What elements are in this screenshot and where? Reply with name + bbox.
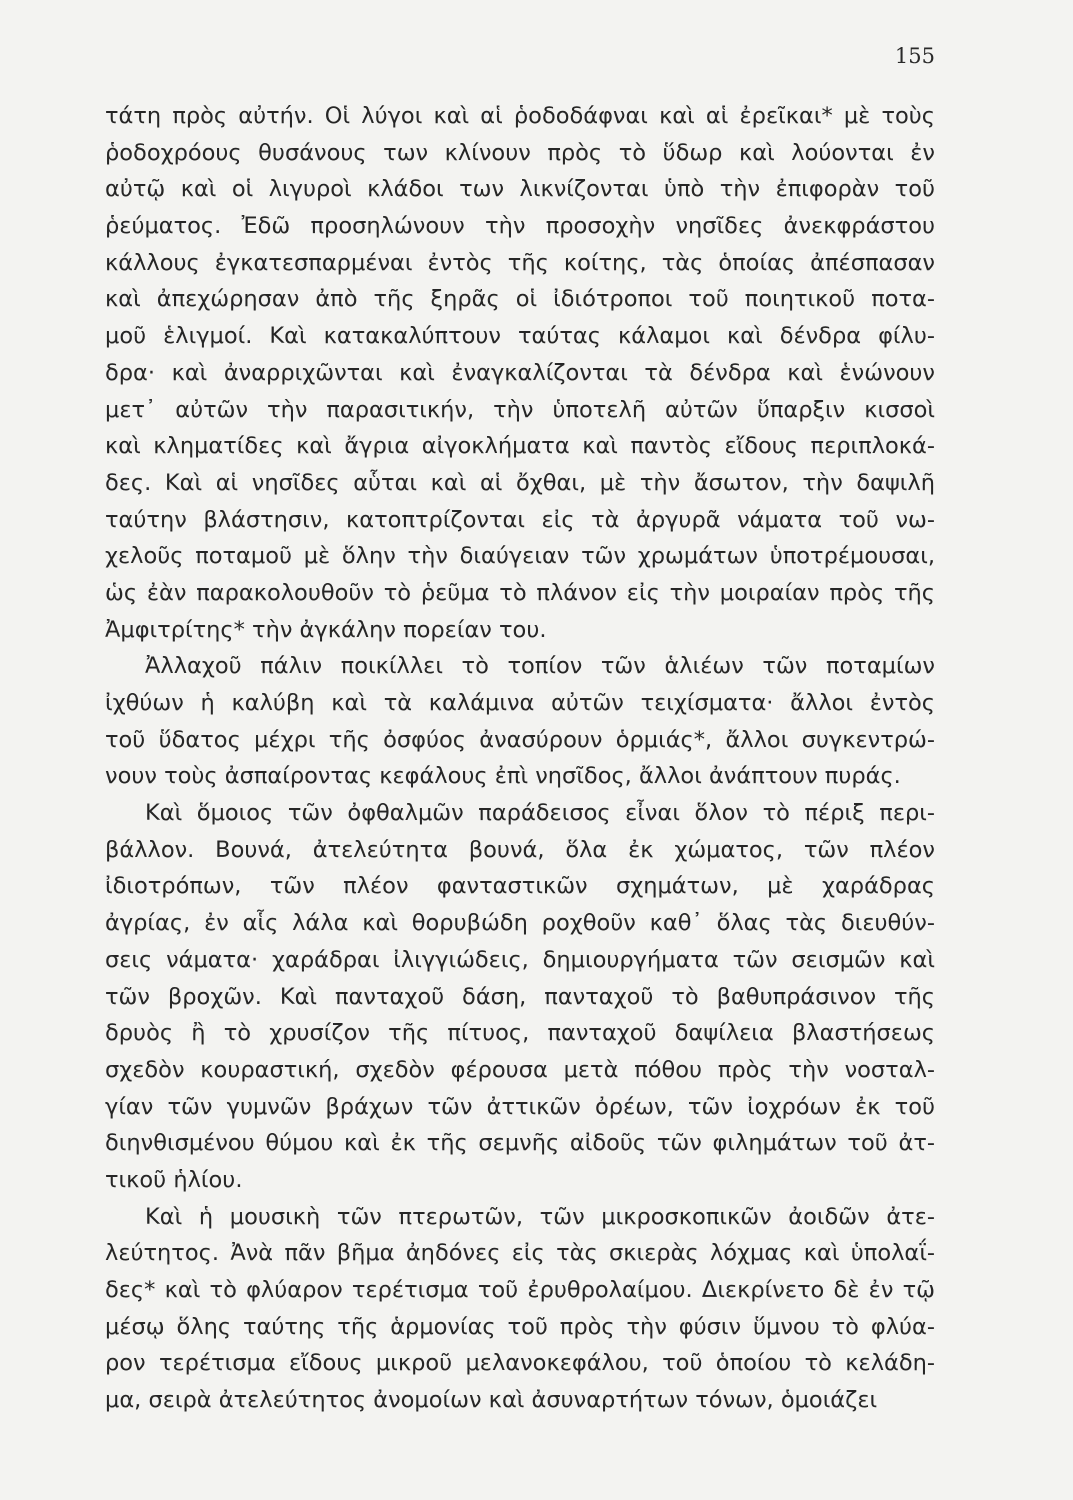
body-text <box>105 98 935 1419</box>
text-line: σχεδὸν κουραστική, σχεδὸν φέρουσα μετὰ πόθου πρὸς τὴν νοσταλ- <box>105 1056 935 1083</box>
text-line: δες* καὶ τὸ φλύαρον τερέτισμα τοῦ ἐρυθρολαίμου. Διεκρίνετο δὲ ἐν τῷ <box>105 1277 935 1303</box>
paragraph <box>105 1199 935 1419</box>
text-line: τάτη πρὸς αὐτήν. Οἱ λύγοι καὶ αἱ ῥοδοδάφναι καὶ αἱ ἐρεῖκαι* μὲ τοὺς <box>105 103 935 129</box>
text-line: βάλλον. Βουνά, ἀτελεύτητα βουνά, ὅλα ἐκ χώματος, τῶν πλέον <box>105 836 935 863</box>
text-line: Ἀμφιτρίτης* τὴν ἀγκάλην πορείαν του. <box>105 616 547 643</box>
text-line: τοῦ ὕδατος μέχρι τῆς ὀσφύος ἀνασύρουν ὁρμιάς*, ἄλλοι συγκεντρώ- <box>105 726 935 753</box>
text-line: μέσῳ ὅλης ταύτης τῆς ἁρμονίας τοῦ πρὸς τὴν φύσιν ὕμνου τὸ φλύα- <box>105 1313 935 1340</box>
text-line: ἀγρίας, ἐν αἷς λάλα καὶ θορυβώδη ροχθοῦν καθ᾽ ὅλας τὰς διευθύν- <box>105 910 935 937</box>
text-line: σεις νάματα· χαράδραι ἰλιγγιώδεις, δημιουργήματα τῶν σεισμῶν καὶ <box>105 946 935 973</box>
paragraph <box>105 98 935 648</box>
paragraph <box>105 648 935 795</box>
text-line: χελοῦς ποταμοῦ μὲ ὅλην τὴν διαύγειαν τῶν χρωμάτων ὑποτρέμουσαι, <box>105 543 935 570</box>
text-line: τικοῦ ἡλίου. <box>105 1166 243 1193</box>
text-line: δρα· καὶ ἀναρριχῶνται καὶ ἐναγκαλίζονται τὰ δένδρα καὶ ἑνώνουν <box>105 359 935 386</box>
text-line: ἰχθύων ἡ καλύβη καὶ τὰ καλάμινα αὐτῶν τειχίσματα· ἄλλοι ἐντὸς <box>105 690 935 716</box>
text-line: Καὶ ὅμοιος τῶν ὀφθαλμῶν παράδεισος εἶναι ὅλον τὸ πέριξ περι- <box>145 800 935 827</box>
text-line: αὐτῷ καὶ οἱ λιγυροὶ κλάδοι των λικνίζονται ὑπὸ τὴν ἐπιφορὰν τοῦ <box>105 176 935 203</box>
text-line: δρυὸς ἢ τὸ χρυσίζον τῆς πίτυος, πανταχοῦ δαψίλεια βλαστήσεως <box>105 1020 935 1047</box>
text-line: γίαν τῶν γυμνῶν βράχων τῶν ἀττικῶν ὀρέων, τῶν ἰοχρόων ἐκ τοῦ <box>105 1093 935 1120</box>
text-line: καὶ κληματίδες καὶ ἄγρια αἰγοκλήματα καὶ παντὸς εἴδους περιπλοκά- <box>105 433 935 460</box>
text-line: καὶ ἀπεχώρησαν ἀπὸ τῆς ξηρᾶς οἱ ἰδιότροποι τοῦ ποιητικοῦ ποτα- <box>105 286 935 313</box>
text-line: ἰδιοτρόπων, τῶν πλέον φανταστικῶν σχημάτων, μὲ χαράδρας <box>105 873 935 900</box>
text-line: κάλλους ἐγκατεσπαρμέναι ἐντὸς τῆς κοίτης, τὰς ὁποίας ἀπέσπασαν <box>105 249 935 276</box>
text-line: μοῦ ἑλιγμοί. Καὶ κατακαλύπτουν ταύτας κάλαμοι καὶ δένδρα φίλυ- <box>105 323 935 350</box>
text-line: ὡς ἐὰν παρακολουθοῦν τὸ ῥεῦμα τὸ πλάνον εἰς τὴν μοιραίαν πρὸς τῆς <box>105 579 935 606</box>
text-line: νουν τοὺς ἀσπαίροντας κεφάλους ἐπὶ νησῖδος, ἄλλοι ἀνάπτουν πυράς. <box>105 763 901 790</box>
text-line: ῥοδοχρόους θυσάνους των κλίνουν πρὸς τὸ ὕδωρ καὶ λούονται ἐν <box>105 139 935 166</box>
page-number: 155 <box>894 44 935 68</box>
text-line: τῶν βροχῶν. Καὶ πανταχοῦ δάση, πανταχοῦ τὸ βαθυπράσινον τῆς <box>105 983 935 1010</box>
text-line: ρον τερέτισμα εἴδους μικροῦ μελανοκεφάλου, τοῦ ὁποίου τὸ κελάδη- <box>105 1350 935 1377</box>
text-line: Καὶ ἡ μουσικὴ τῶν πτερωτῶν, τῶν μικροσκοπικῶν ἀοιδῶν ἀτε- <box>145 1203 935 1230</box>
text-line: λεύτητος. Ἀνὰ πᾶν βῆμα ἀηδόνες εἰς τὰς σκιερὰς λόχμας καὶ ὑπολαΐ- <box>105 1240 935 1267</box>
text-line: Ἀλλαχοῦ πάλιν ποικίλλει τὸ τοπίον τῶν ἁλιέων τῶν ποταμίων <box>145 653 935 680</box>
text-line: ῥεύματος. Ἐδῶ προσηλώνουν τὴν προσοχὴν νησῖδες ἀνεκφράστου <box>105 213 935 240</box>
paragraph <box>105 795 935 1199</box>
text-line: διηνθισμένου θύμου καὶ ἐκ τῆς σεμνῆς αἰδοῦς τῶν φιλημάτων τοῦ ἀτ- <box>105 1130 935 1157</box>
text-line: ταύτην βλάστησιν, κατοπτρίζονται εἰς τὰ ἀργυρᾶ νάματα τοῦ νω- <box>105 506 935 533</box>
text-line: μετ᾽ αὐτῶν τὴν παρασιτικήν, τὴν ὑποτελῆ αὐτῶν ὕπαρξιν κισσοὶ <box>105 396 935 423</box>
text-line: δες. Καὶ αἱ νησῖδες αὗται καὶ αἱ ὄχθαι, μὲ τὴν ἄσωτον, τὴν δαψιλῆ <box>105 469 935 496</box>
text-line: μα, σειρὰ ἀτελεύτητος ἀνομοίων καὶ ἀσυναρτήτων τόνων, ὁμοιάζει <box>105 1387 878 1414</box>
